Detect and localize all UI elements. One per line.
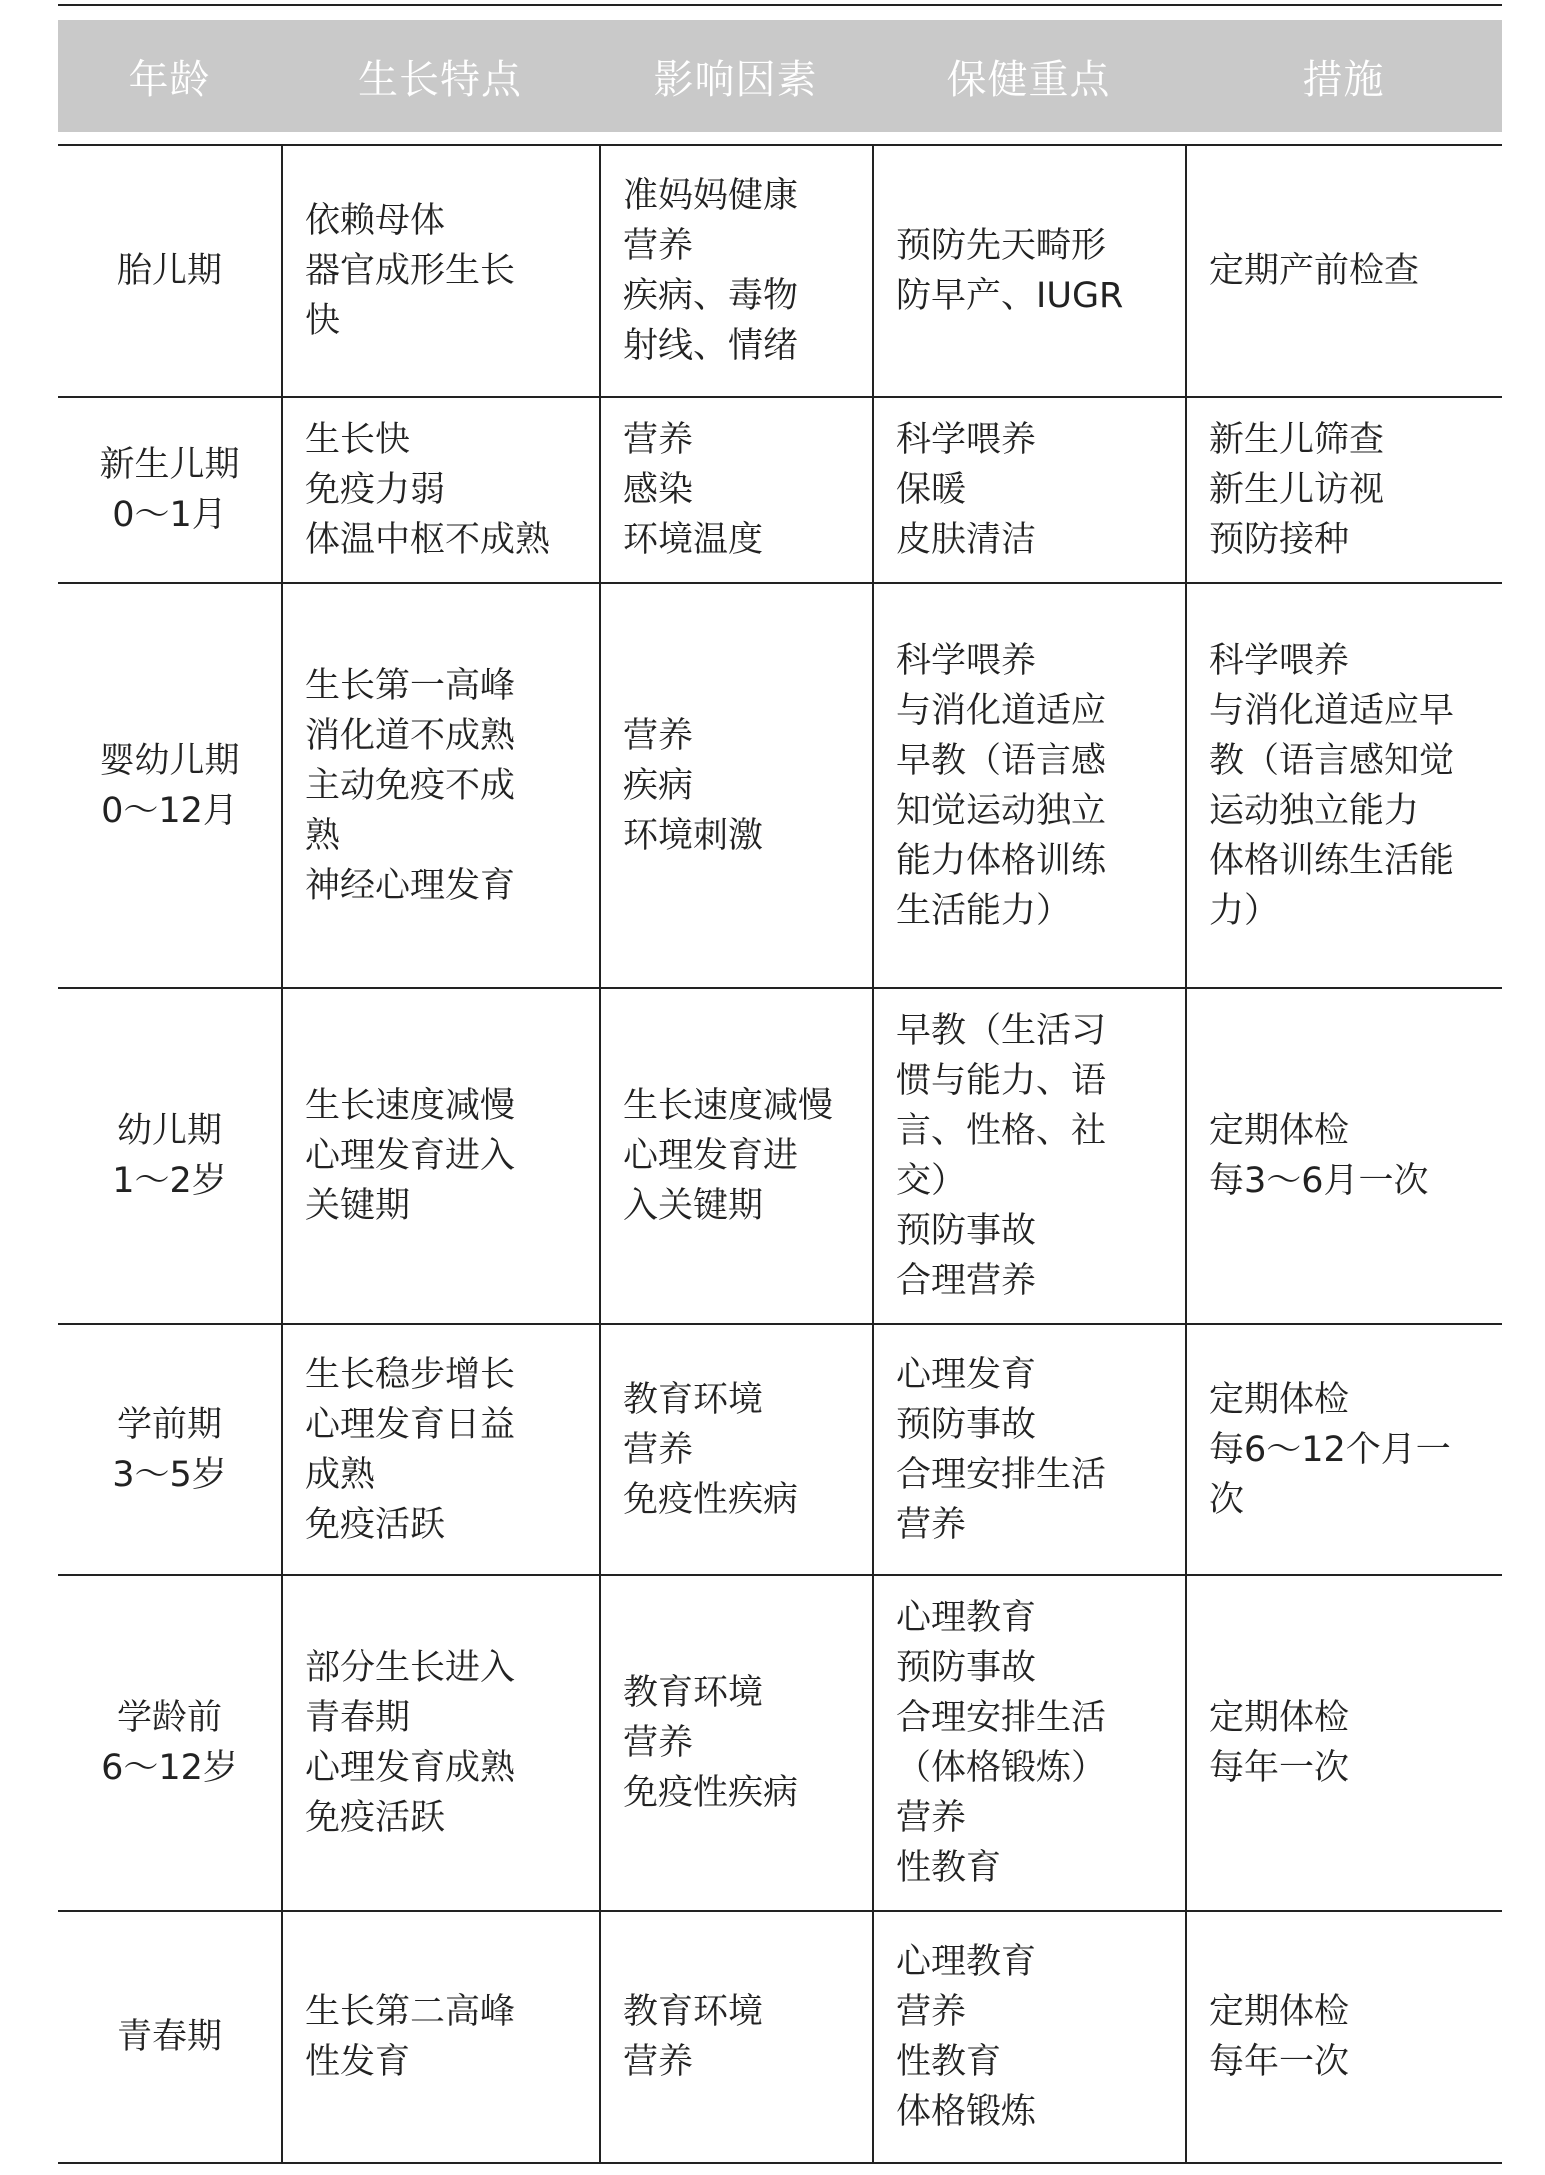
cell-line: 体格训练生活能 [1209, 840, 1455, 881]
age-cell [58, 1325, 281, 1574]
care-focus-cell [872, 584, 1185, 987]
cell-line: 定期体检 [1209, 1992, 1350, 2032]
cell-line: 疾病 [623, 765, 694, 806]
cell-line: 心理教育 [896, 1942, 1037, 1982]
cell-line: 预防先天畸形 [896, 226, 1107, 266]
cell-line: （体格锻炼） [896, 1748, 1107, 1788]
cell-line: 环境刺激 [623, 815, 764, 856]
cell-line: 青春期 [305, 1698, 411, 1738]
cell-line: 每年一次 [1209, 2042, 1350, 2082]
cell-line: 体温中枢不成熟 [305, 520, 551, 560]
table-row [58, 1325, 1502, 1576]
cell-line: 生长快 [305, 420, 411, 460]
cell-line: 主动免疫不成 [305, 765, 516, 806]
cell-line: 性发育 [305, 2042, 411, 2082]
cell-line: 营养 [623, 420, 694, 460]
cell-line: 体格锻炼 [896, 2092, 1037, 2132]
growth-cell [281, 1325, 599, 1574]
table-row [58, 1912, 1502, 2162]
cell-line: 心理发育进入 [305, 1136, 516, 1176]
cell-line: 生长速度减慢 [623, 1086, 834, 1126]
factors-cell [599, 1912, 872, 2162]
cell-line: 每6～12个月一 [1209, 1429, 1451, 1470]
cell-line: 感染 [623, 470, 694, 510]
header-care-focus: 保健重点 [946, 56, 1111, 103]
factors-cell [599, 1325, 872, 1574]
cell-line: 次 [1209, 1479, 1245, 1520]
cell-line: 射线、情绪 [623, 326, 799, 366]
cell-line: 心理发育进 [623, 1136, 799, 1176]
cell-line: 免疫活跃 [305, 1798, 446, 1838]
cell-line: 营养 [623, 715, 694, 756]
cell-line: 部分生长进入 [305, 1648, 516, 1688]
cell-line: 每年一次 [1209, 1748, 1350, 1788]
age-cell [58, 584, 281, 987]
cell-line: 预防接种 [1209, 520, 1350, 560]
measures-cell [1185, 1576, 1502, 1910]
growth-cell [281, 146, 599, 396]
cell-line: 合理安排生活 [896, 1454, 1107, 1495]
cell-line: 营养 [896, 1798, 967, 1838]
factors-cell [599, 584, 872, 987]
cell-line: 婴幼儿期 [99, 740, 240, 781]
cell-line: 定期体检 [1209, 1698, 1350, 1738]
cell-line: 0～12月 [101, 790, 238, 831]
table-header [58, 20, 1502, 132]
cell-line: 学前期 [116, 1404, 222, 1445]
cell-line: 教育环境 [623, 1673, 764, 1713]
cell-line: 交） [896, 1161, 967, 1201]
cell-line: 与消化道适应 [896, 690, 1107, 731]
table-row [58, 989, 1502, 1325]
table-row [58, 584, 1502, 989]
health-care-table-page [58, 4, 1502, 2164]
cell-line: 营养 [623, 1429, 694, 1470]
measures-cell [1185, 584, 1502, 987]
cell-line: 营养 [623, 226, 694, 266]
factors-cell [599, 398, 872, 582]
cell-line: 心理教育 [896, 1598, 1037, 1638]
care-focus-cell [872, 1576, 1185, 1910]
cell-line: 营养 [896, 1992, 967, 2032]
cell-line: 定期产前检查 [1209, 251, 1420, 291]
cell-line: 惯与能力、语 [896, 1061, 1107, 1101]
cell-line: 心理发育 [896, 1354, 1037, 1395]
cell-line: 保暖 [896, 470, 967, 510]
cell-line: 心理发育日益 [305, 1404, 516, 1445]
cell-line: 入关键期 [623, 1186, 764, 1226]
cell-line: 教育环境 [623, 1379, 764, 1420]
measures-cell [1185, 989, 1502, 1323]
cell-line: 营养 [896, 1504, 967, 1545]
growth-cell [281, 989, 599, 1323]
cell-line: 生长第一高峰 [305, 665, 516, 706]
cell-line: 营养 [623, 2042, 694, 2082]
cell-line: 性教育 [896, 2042, 1002, 2082]
cell-line: 关键期 [305, 1186, 411, 1226]
cell-line: 合理安排生活 [896, 1698, 1107, 1738]
cell-line: 3～5岁 [112, 1454, 227, 1495]
cell-line: 0～1月 [112, 495, 227, 535]
cell-line: 定期体检 [1209, 1379, 1350, 1420]
cell-line: 青春期 [116, 2017, 222, 2057]
top-rule [58, 4, 1502, 6]
header-influencing-factors: 影响因素 [653, 56, 818, 103]
cell-line: 心理发育成熟 [305, 1748, 516, 1788]
cell-line: 环境温度 [623, 520, 764, 560]
cell-line: 科学喂养 [896, 420, 1037, 460]
cell-line: 生长第二高峰 [305, 1992, 516, 2032]
measures-cell [1185, 398, 1502, 582]
cell-line: 生长稳步增长 [305, 1354, 516, 1395]
cell-line: 熟 [305, 815, 341, 856]
header-growth-features: 生长特点 [358, 56, 522, 103]
age-cell [58, 1912, 281, 2162]
cell-line: 消化道不成熟 [305, 715, 516, 756]
cell-line: 知觉运动独立 [896, 790, 1107, 831]
factors-cell [599, 1576, 872, 1910]
cell-line: 运动独立能力 [1209, 790, 1420, 831]
cell-line: 教（语言感知觉 [1209, 740, 1455, 781]
cell-line: 性教育 [896, 1848, 1002, 1888]
cell-line: 幼儿期 [116, 1111, 222, 1151]
cell-line: 科学喂养 [1209, 640, 1350, 681]
cell-line: 器官成形生长 [305, 251, 516, 291]
cell-line: 1～2岁 [112, 1161, 227, 1201]
cell-line: 早教（生活习 [896, 1011, 1107, 1051]
cell-line: 皮肤清洁 [896, 520, 1037, 560]
cell-line: 定期体检 [1209, 1111, 1350, 1151]
cell-line: 新生儿期 [99, 445, 240, 485]
table-row [58, 1576, 1502, 1912]
care-focus-cell [872, 146, 1185, 396]
age-cell [58, 1576, 281, 1910]
cell-line: 神经心理发育 [305, 865, 516, 906]
growth-cell [281, 1576, 599, 1910]
cell-line: 营养 [623, 1723, 694, 1763]
cell-line: 与消化道适应早 [1209, 690, 1455, 731]
care-focus-cell [872, 989, 1185, 1323]
cell-line: 依赖母体 [305, 201, 446, 241]
care-focus-cell [872, 398, 1185, 582]
cell-line: 力） [1209, 890, 1280, 931]
cell-line: 免疫活跃 [305, 1504, 446, 1545]
care-focus-cell [872, 1912, 1185, 2162]
measures-cell [1185, 1325, 1502, 1574]
cell-line: 疾病、毒物 [623, 276, 799, 316]
cell-line: 早教（语言感 [896, 740, 1107, 781]
cell-line: 免疫性疾病 [623, 1479, 799, 1520]
measures-cell [1185, 146, 1502, 396]
cell-line: 快 [305, 301, 341, 341]
cell-line: 合理营养 [896, 1261, 1037, 1301]
factors-cell [599, 146, 872, 396]
table-row [58, 398, 1502, 584]
measures-cell [1185, 1912, 1502, 2162]
cell-line: 科学喂养 [896, 640, 1037, 681]
growth-cell [281, 584, 599, 987]
growth-cell [281, 1912, 599, 2162]
age-cell [58, 398, 281, 582]
cell-line: 新生儿访视 [1209, 470, 1385, 510]
age-cell [58, 146, 281, 396]
cell-line: 6～12岁 [101, 1748, 238, 1788]
cell-line: 成熟 [305, 1454, 376, 1495]
cell-line: 预防事故 [896, 1404, 1037, 1445]
cell-line: 预防事故 [896, 1211, 1037, 1251]
cell-line: 教育环境 [623, 1992, 764, 2032]
care-focus-cell [872, 1325, 1185, 1574]
cell-line: 生活能力） [896, 890, 1072, 931]
cell-line: 免疫性疾病 [623, 1773, 799, 1813]
header-age: 年龄 [128, 56, 211, 103]
cell-line: 免疫力弱 [305, 470, 446, 510]
table-row [58, 146, 1502, 398]
cell-line: 言、性格、社 [896, 1111, 1107, 1151]
factors-cell [599, 989, 872, 1323]
cell-line: 预防事故 [896, 1648, 1037, 1688]
cell-line: 学龄前 [116, 1698, 222, 1738]
cell-line: 能力体格训练 [896, 840, 1107, 881]
cell-line: 新生儿筛查 [1209, 420, 1385, 460]
table-body [58, 144, 1502, 2164]
cell-line: 胎儿期 [116, 251, 222, 291]
cell-line: 生长速度减慢 [305, 1086, 516, 1126]
header-measures: 措施 [1302, 56, 1385, 103]
cell-line: 每3～6月一次 [1209, 1161, 1429, 1201]
age-cell [58, 989, 281, 1323]
cell-line: 准妈妈健康 [623, 176, 799, 216]
cell-line: 防早产、IUGR [896, 276, 1124, 316]
growth-cell [281, 398, 599, 582]
